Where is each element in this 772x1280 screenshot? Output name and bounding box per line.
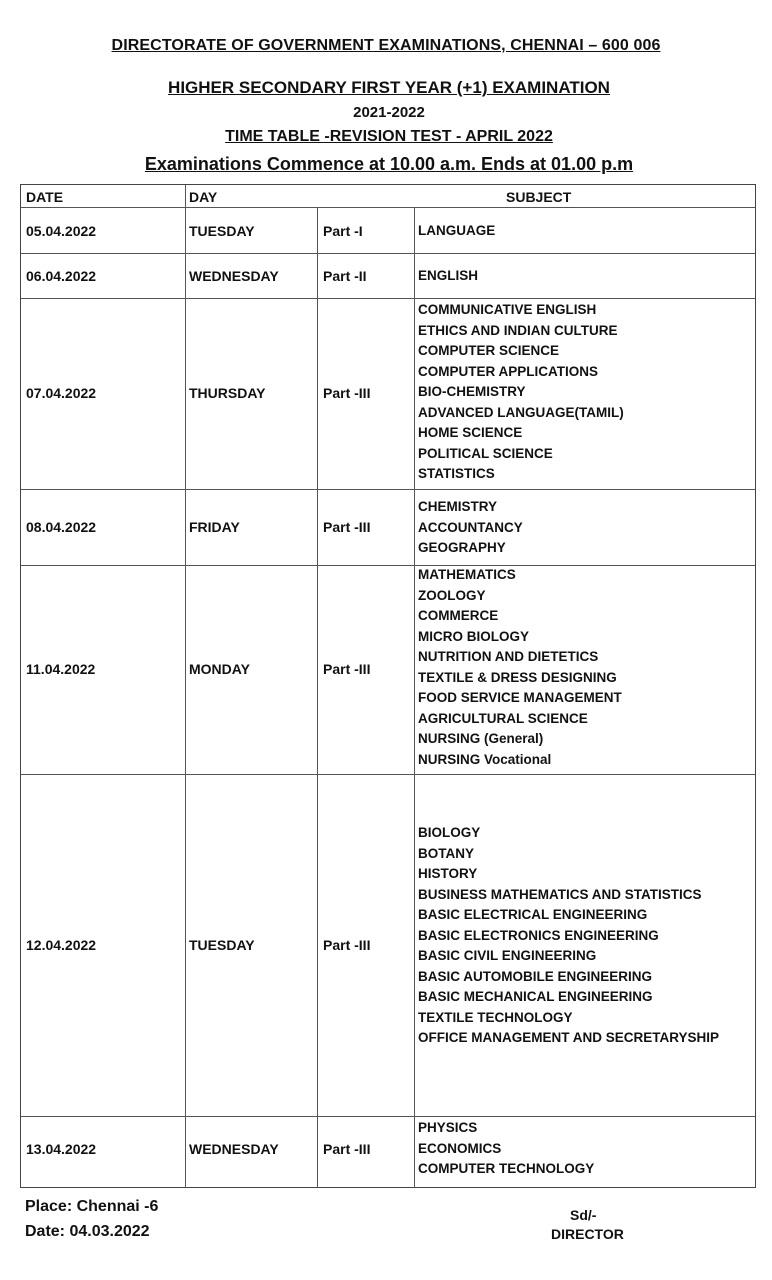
academic-year: 2021-2022 bbox=[353, 104, 425, 121]
row-part: Part -III bbox=[323, 519, 371, 535]
row-day: TUESDAY bbox=[189, 223, 255, 239]
signatory-designation: DIRECTOR bbox=[551, 1226, 624, 1242]
subject-item: COMPUTER APPLICATIONS bbox=[418, 363, 599, 379]
row-day: WEDNESDAY bbox=[189, 1141, 279, 1157]
subject-list bbox=[418, 1118, 594, 1180]
row-part: Part -III bbox=[323, 385, 371, 401]
subject-item: HOME SCIENCE bbox=[418, 425, 523, 440]
subject-item: TEXTILE & DRESS DESIGNING bbox=[418, 669, 617, 685]
row-date: 07.04.2022 bbox=[26, 385, 97, 401]
row-part: Part -I bbox=[323, 223, 363, 239]
footer-place: Place: Chennai -6 bbox=[25, 1198, 159, 1215]
subject-item: ADVANCED LANGUAGE(TAMIL) bbox=[418, 404, 624, 420]
row-part: Part -III bbox=[323, 661, 371, 677]
subject-item: BASIC CIVIL ENGINEERING bbox=[418, 948, 597, 963]
row-date: 05.04.2022 bbox=[26, 223, 97, 239]
row-day: WEDNESDAY bbox=[189, 268, 279, 284]
subject-item: GEOGRAPHY bbox=[418, 540, 506, 555]
subject-item: COMMERCE bbox=[418, 608, 499, 623]
timetable-title: TIME TABLE -REVISION TEST - APRIL 2022 bbox=[225, 128, 553, 145]
exam-timing: Examinations Commence at 10.00 a.m. Ends at 01.00 p.m bbox=[144, 154, 634, 174]
subject-item: BASIC AUTOMOBILE ENGINEERING bbox=[418, 968, 653, 984]
col-header-day: DAY bbox=[189, 189, 218, 205]
subject-item: ACCOUNTANCY bbox=[418, 519, 523, 535]
subject-list bbox=[418, 266, 478, 287]
footer-date: Date: 04.03.2022 bbox=[25, 1223, 150, 1240]
subject-item: COMPUTER TECHNOLOGY bbox=[418, 1161, 595, 1176]
row-day: TUESDAY bbox=[189, 937, 255, 953]
subject-item: HISTORY bbox=[418, 866, 478, 881]
subject-item: BIO-CHEMISTRY bbox=[418, 384, 526, 399]
col-header-subject: SUBJECT bbox=[506, 189, 572, 205]
subject-item: CHEMISTRY bbox=[418, 499, 498, 514]
subject-item: BASIC MECHANICAL ENGINEERING bbox=[418, 989, 653, 1004]
row-part: Part -III bbox=[323, 1141, 371, 1157]
subject-item: ECONOMICS bbox=[418, 1140, 502, 1156]
row-date: 13.04.2022 bbox=[26, 1141, 97, 1157]
exam-title: HIGHER SECONDARY FIRST YEAR (+1) EXAMINATION bbox=[168, 78, 610, 97]
subject-item: OFFICE MANAGEMENT AND SECRETARYSHIP bbox=[418, 1030, 720, 1045]
subject-item: NUTRITION AND DIETETICS bbox=[418, 649, 599, 664]
row-day: FRIDAY bbox=[189, 519, 240, 535]
directorate-heading: DIRECTORATE OF GOVERNMENT EXAMINATIONS, CHENNAI – 600 006 bbox=[111, 37, 661, 54]
subject-item: LANGUAGE bbox=[418, 223, 496, 238]
subject-item: BUSINESS MATHEMATICS AND STATISTICS bbox=[418, 886, 702, 902]
subject-item: NURSING (General) bbox=[418, 731, 544, 746]
subject-item: ENGLISH bbox=[418, 268, 479, 283]
subject-item: PHYSICS bbox=[418, 1120, 478, 1135]
subject-item: ZOOLOGY bbox=[418, 587, 486, 603]
subject-item: TEXTILE TECHNOLOGY bbox=[418, 1009, 573, 1025]
row-day: MONDAY bbox=[189, 661, 250, 677]
subject-item: AGRICULTURAL SCIENCE bbox=[418, 710, 588, 726]
row-part: Part -II bbox=[323, 268, 367, 284]
signature: Sd/- bbox=[570, 1207, 597, 1223]
row-date: 08.04.2022 bbox=[26, 519, 97, 535]
subject-list bbox=[418, 300, 624, 485]
subject-item: BASIC ELECTRONICS ENGINEERING bbox=[418, 927, 659, 943]
subject-item: COMMUNICATIVE ENGLISH bbox=[418, 302, 597, 317]
subject-list bbox=[418, 565, 622, 770]
subject-item: BIOLOGY bbox=[418, 825, 481, 840]
timetable bbox=[20, 184, 756, 1188]
row-day: THURSDAY bbox=[189, 385, 266, 401]
subject-item: MATHEMATICS bbox=[418, 567, 516, 582]
subject-item: NURSING Vocational bbox=[418, 751, 552, 767]
subject-item: STATISTICS bbox=[418, 466, 495, 481]
row-date: 11.04.2022 bbox=[26, 661, 96, 677]
subject-list bbox=[418, 221, 495, 242]
subject-list bbox=[418, 823, 719, 1049]
subject-item: COMPUTER SCIENCE bbox=[418, 343, 560, 358]
subject-item: FOOD SERVICE MANAGEMENT bbox=[418, 690, 622, 705]
subject-item: ETHICS AND INDIAN CULTURE bbox=[418, 322, 618, 338]
subject-item: MICRO BIOLOGY bbox=[418, 628, 529, 644]
col-header-date: DATE bbox=[26, 189, 64, 205]
row-date: 06.04.2022 bbox=[26, 268, 97, 284]
subject-item: BASIC ELECTRICAL ENGINEERING bbox=[418, 907, 648, 922]
subject-list bbox=[418, 497, 523, 559]
row-date: 12.04.2022 bbox=[26, 937, 97, 953]
row-part: Part -III bbox=[323, 937, 371, 953]
subject-item: BOTANY bbox=[418, 845, 474, 861]
subject-item: POLITICAL SCIENCE bbox=[418, 445, 553, 461]
